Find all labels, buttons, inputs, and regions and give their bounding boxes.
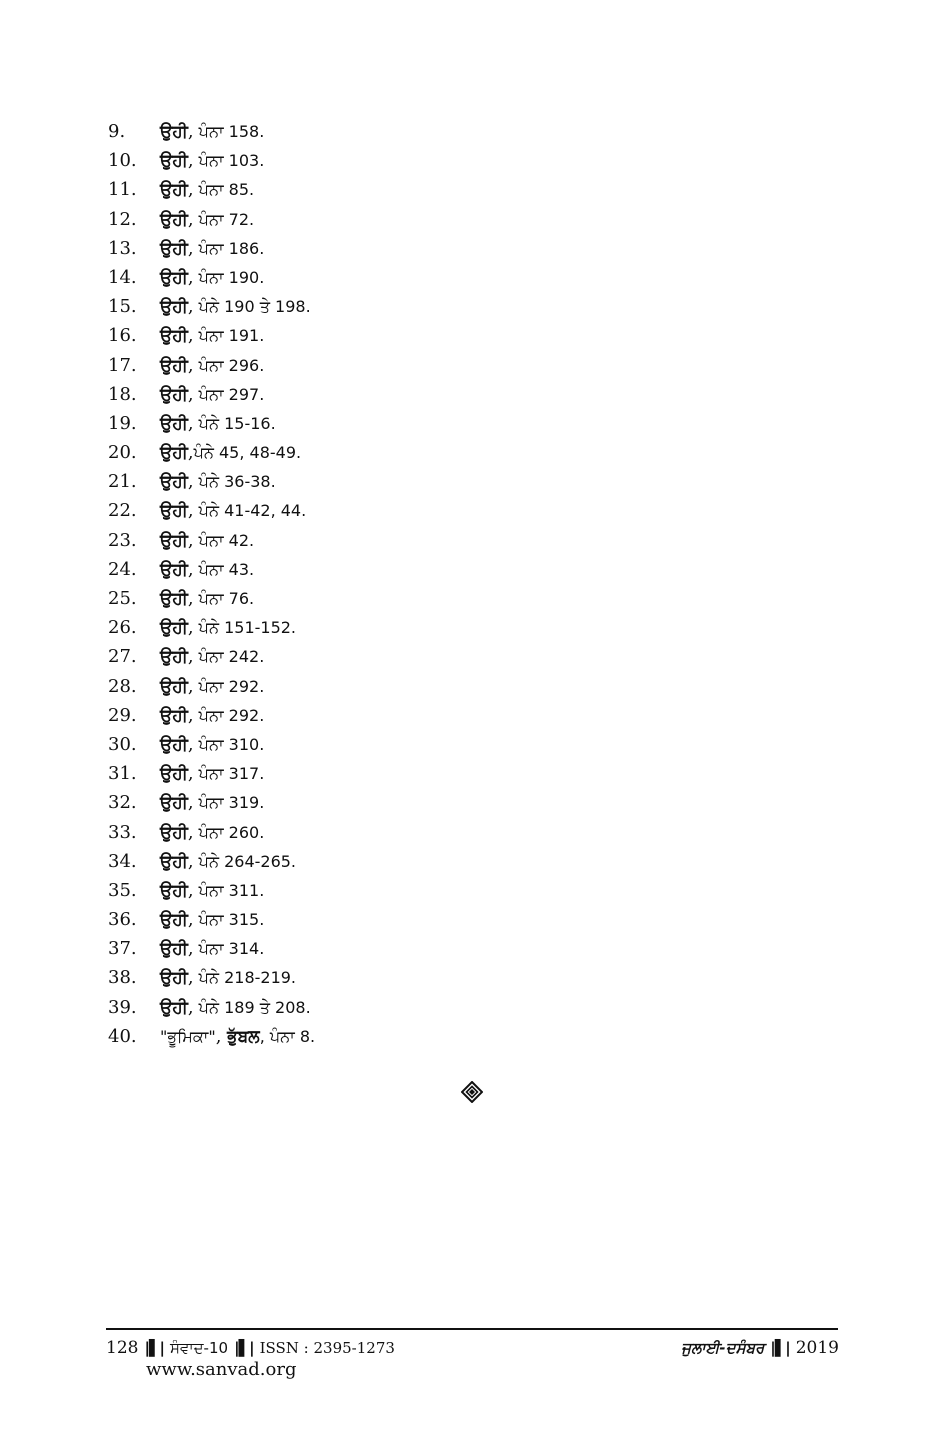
endnote-separator: , [187,792,194,814]
endnote-pages: ਪੰਨਾ 72. [193,209,255,229]
endnote-number: 21. [108,471,137,493]
endnote-number: 17. [108,354,137,376]
footer-left [106,1338,395,1358]
endnote-source: ਉਹੀ [160,151,188,172]
endnote-text [160,234,264,263]
endnote-source: ਉਹੀ [160,734,188,755]
endnote-number: 40. [108,1025,137,1047]
endnote-separator: , [187,588,194,609]
endnote-number: 16. [108,325,137,347]
endnote-text [160,584,254,613]
endnote-pages: ਪੰਨਾ 42. [193,530,255,550]
endnote-separator: , [187,412,194,434]
endnote-item [108,380,315,409]
endnote-pages: ਪੰਨਾ 43. [193,559,255,579]
endnote-number: 13. [108,237,137,259]
endnote-text [160,963,296,992]
endnote-number: 26. [108,617,137,639]
endnote-number: 20. [108,442,137,464]
endnote-separator: , [187,383,194,405]
endnote-number: 27. [108,646,137,668]
endnote-text [160,788,264,817]
endnote-number: 28. [108,675,137,697]
endnote-pages: ਪੰਨਾ 190. [193,267,265,287]
footer-right [681,1338,839,1358]
endnote-pages: ਪੰਨਾ 85. [193,180,255,200]
endnote-text [160,642,264,671]
endnote-pages: ਪੰਨੇ 41-42, 44. [193,501,307,521]
endnote-item [108,526,315,555]
endnote-separator: , [187,996,194,1018]
endnote-separator: , [187,675,194,697]
endnote-source: ਉਹੀ [160,122,188,142]
endnote-pages: ਪੰਨਾ 317. [193,764,265,784]
endnote-pages: ਪੰਨਾ 260. [193,822,265,842]
endnote-item [108,672,315,701]
website-url[interactable]: www.sanvad.org [146,1359,297,1380]
endnote-text [160,730,264,759]
endnote-pages: ਪੰਨਾ 76. [193,589,255,608]
endnote-source: ਉਹੀ [160,705,188,726]
endnote-number: 22. [108,500,137,522]
endnote-separator: , [215,1025,228,1047]
endnote-source: ਉਹੀ [160,413,188,434]
endnote-number: 35. [108,879,137,901]
endnote-separator: , [187,879,194,901]
endnote-pages: ਪੰਨੇ 15-16. [193,413,276,433]
endnote-text [160,438,301,467]
endnote-text [160,380,264,409]
endnote-pages: ਪੰਨਾ 292. [193,705,265,725]
endnote-number: 19. [108,412,137,434]
endnote-number: 11. [108,179,137,201]
endnote-item [108,438,315,467]
endnote-separator: , [187,967,194,989]
separator-icon: |▌| [770,1339,790,1357]
endnote-text [160,876,264,905]
endnote-pages: ਪੰਨਾ 310. [193,734,265,754]
endnote-separator: , [187,325,194,347]
endnote-source: ਉਹੀ [160,647,188,668]
endnote-text [160,905,264,934]
endnote-source: ਉਹੀ [160,968,188,989]
endnote-item [108,175,315,204]
endnote-source: ਉਹੀ [160,822,188,843]
endnote-source: ਉਹੀ [160,618,188,639]
endnote-separator: , [187,821,194,843]
endnote-source: ਉਹੀ [160,180,188,201]
endnote-pages: ਪੰਨੇ 151-152. [193,618,297,638]
endnote-separator: , [187,296,194,318]
endnote-source: ਉਹੀ [160,589,188,609]
endnote-item [108,1022,315,1051]
endnote-text [160,117,264,146]
endnote-text [160,496,306,525]
endnote-text [160,701,264,730]
endnote-item [108,818,315,847]
endnote-item [108,642,315,671]
endnote-item [108,409,315,438]
endnote-separator: , [187,558,194,580]
endnote-item [108,759,315,788]
endnote-item [108,847,315,876]
separator-icon: |▌| [144,1339,164,1357]
endnote-text [160,759,264,788]
endnote-pages: ਪੰਨਾ 292. [193,676,265,696]
endnote-separator: , [187,179,194,201]
endnote-source: ਉਹੀ [160,939,188,960]
endnote-separator: , [187,266,194,288]
endnote-item [108,993,315,1022]
endnote-pages: ਪੰਨਾ 242. [193,647,265,667]
endnote-item [108,788,315,817]
endnote-text [160,1022,315,1051]
endnote-separator: , [187,646,194,668]
endnote-source: ਉਹੀ [160,238,188,259]
endnote-text [160,146,264,175]
endnote-item [108,146,315,175]
endnote-item [108,117,315,146]
endnote-pages: , ਪੰਨਾ 8. [259,1026,316,1046]
endnote-number: 15. [108,296,137,318]
issue-year: 2019 [795,1338,839,1358]
endnote-source: ਉਹੀ [160,997,188,1018]
endnote-item [108,730,315,759]
endnote-pages: ਪੰਨੇ 218-219. [193,968,297,988]
endnote-pages: ਪੰਨੇ 189 ਤੇ 208. [193,997,311,1017]
endnote-item [108,205,315,234]
endnote-text [160,263,264,292]
footer-rule [106,1328,838,1330]
endnotes-list [108,117,315,1051]
separator-icon: |▌| [234,1339,254,1357]
endnote-text [160,672,264,701]
endnote-pages: ਪੰਨਾ 158. [193,122,265,141]
endnote-text [160,555,254,584]
endnote-item [108,934,315,963]
endnote-separator: , [187,909,194,931]
endnote-separator: , [187,529,194,551]
endnote-number: 39. [108,996,137,1018]
endnote-source: ਉਹੀ [160,530,188,551]
endnote-number: 29. [108,704,137,726]
endnote-pages: ਪੰਨਾ 191. [193,326,265,346]
endnote-item [108,555,315,584]
endnote-pages: ਪੰਨੇ 45, 48-49. [193,443,302,463]
endnote-source: ਉਹੀ [160,764,188,785]
endnote-item [108,496,315,525]
endnote-source: ਉਹੀ [160,559,188,580]
endnote-source: ਉਹੀ [160,910,188,931]
endnote-separator: , [187,471,194,493]
endnote-number: 32. [108,792,137,814]
endnote-source: ਉਹੀ [160,676,188,697]
endnote-number: 10. [108,150,137,172]
endnote-source: ਉਹੀ [160,384,188,405]
endnote-separator: , [187,500,194,522]
endnote-number: 31. [108,763,137,785]
endnote-text [160,321,264,350]
endnote-item [108,613,315,642]
endnote-separator: , [187,704,194,726]
endnote-pages: ਪੰਨਾ 314. [193,939,265,959]
endnote-item [108,234,315,263]
endnote-text [160,292,311,321]
issue-period: ਜੁਲਾਈ-ਦਸੰਬਰ [681,1339,765,1357]
endnote-item [108,701,315,730]
endnote-text [160,934,264,963]
endnote-text [160,351,264,380]
endnote-source: ਉਹੀ [160,472,188,493]
diamond-end-icon [461,1081,483,1103]
endnote-source: ਉਹੀ [160,209,188,230]
endnote-text [160,205,254,234]
endnote-pages: ਪੰਨਾ 315. [193,910,265,930]
endnote-pages: ਪੰਨਾ 186. [193,238,265,258]
endnote-pages: ਪੰਨਾ 296. [193,355,265,375]
endnote-source: ਉਹੀ [160,297,188,318]
endnote-text [160,818,264,847]
endnote-pages: ਪੰਨੇ 36-38. [193,472,276,492]
endnote-text [160,526,254,555]
endnote-item [108,351,315,380]
endnote-text [160,993,311,1022]
endnote-item [108,467,315,496]
endnote-item [108,876,315,905]
endnote-separator: , [187,150,194,172]
journal-name: ਸੰਵਾਦ-10 [169,1339,229,1357]
endnote-item [108,292,315,321]
endnote-separator: , [187,354,194,376]
endnote-number: 23. [108,529,137,551]
endnote-title: "ਭੂਮਿਕਾ" [160,1026,216,1046]
endnote-pages: ਪੰਨੇ 190 ਤੇ 198. [193,297,311,317]
endnote-source: ਉਹੀ [160,880,188,901]
endnote-source: ਉਹੀ [160,793,188,814]
endnote-source: ਉਹੀ [160,851,188,872]
endnote-item [108,321,315,350]
endnote-separator: , [187,850,194,872]
endnote-item [108,905,315,934]
endnote-text [160,467,276,496]
endnote-separator: , [187,938,194,960]
endnote-source: ਉਹੀ [160,501,188,522]
endnote-separator: , [187,442,194,464]
endnote-pages: ਪੰਨਾ 103. [193,151,265,171]
endnote-text [160,175,254,204]
endnote-separator: , [187,617,194,639]
endnote-text [160,409,276,438]
endnote-number: 33. [108,821,137,843]
endnote-source: ਉਹੀ [160,443,188,464]
endnote-source: ਉਹੀ [160,267,188,288]
endnote-number: 9. [108,121,126,142]
endnote-pages: ਪੰਨਾ 319. [193,793,265,813]
endnote-separator: , [187,121,194,142]
endnote-pages: ਪੰਨਾ 297. [193,384,265,404]
endnote-source: ਉਹੀ [160,326,188,347]
endnote-pages: ਪੰਨਾ 311. [193,880,265,900]
endnote-number: 24. [108,558,137,580]
endnote-number: 12. [108,208,137,230]
endnote-item [108,584,315,613]
endnote-item [108,263,315,292]
endnote-number: 30. [108,733,137,755]
endnote-number: 14. [108,266,137,288]
endnote-number: 25. [108,588,137,609]
issn: ISSN : 2395-1273 [259,1339,395,1357]
endnote-separator: , [187,208,194,230]
page-number: 128 [106,1338,139,1358]
endnote-separator: , [187,733,194,755]
endnote-number: 37. [108,938,137,960]
endnote-number: 36. [108,909,137,931]
endnote-text [160,847,296,876]
endnote-source: ਉਹੀ [160,355,188,376]
endnote-text [160,613,296,642]
endnote-number: 18. [108,383,137,405]
endnote-separator: , [187,763,194,785]
endnote-number: 38. [108,967,137,989]
endnote-number: 34. [108,850,137,872]
endnote-separator: , [187,237,194,259]
endnote-pages: ਪੰਨੇ 264-265. [193,851,297,871]
endnote-item [108,963,315,992]
endnote-book: ਭੁੱਬਲ [227,1026,260,1047]
